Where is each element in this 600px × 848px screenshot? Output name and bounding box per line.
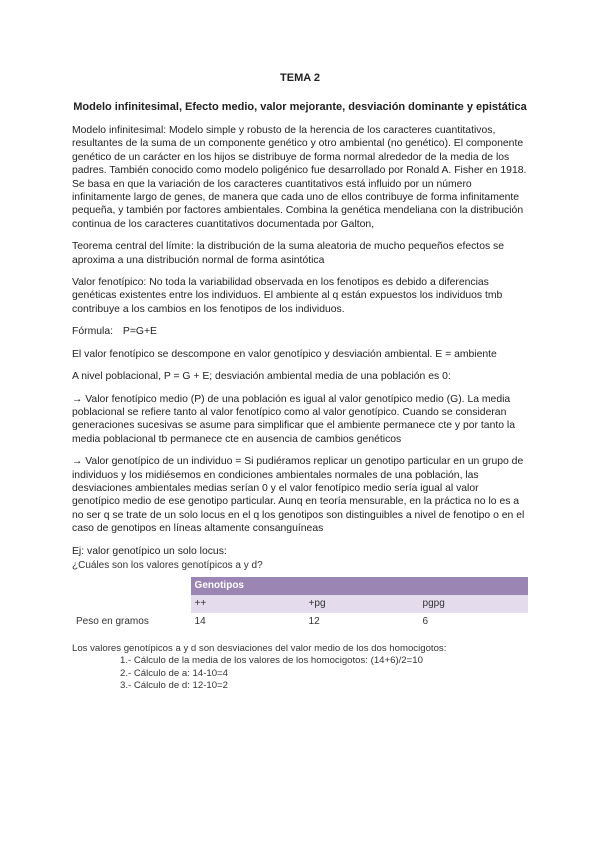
table-header-genotipos: Genotipos: [191, 577, 528, 595]
notes-steps: [72, 655, 528, 693]
paragraph-infinitesimal-model: Modelo infinitesimal: Modelo simple y robusto de la herencia de los caracteres cuantitativos, resultantes de la suma de un componente genético y otro ambiental (no genético). El componente genético de un carácter en los hijos se distribuye de forma normal alrededor de la media de los padres. También conocido como modelo poligénico fue desarrollado por Ronald A. Fisher en 1918. Se basa en que la variación de los caracteres cuantitativos está influido por un número infinitamente largo de genes, de manera que cada uno de ellos contribuye de forma infinitamente pequeña, y también por factores ambientales. Combina la genética mendeliana con la distribución continua de los caracteres cuantitativos documentada por Galton,: [72, 125, 527, 230]
document-subtitle: Modelo infinitesimal, Efecto medio, valor mejorante, desviación dominante y epistática: [73, 101, 527, 113]
table-corner-cell: [72, 577, 191, 595]
notes-step: 2.- Cálculo de a: 14-10=4: [120, 667, 228, 679]
paragraph-decomposition: El valor fenotípico se descompone en valor genotípico y desviación ambiental. E = ambiente: [72, 348, 497, 360]
formula-label: Fórmula:: [72, 326, 113, 338]
table-cell-empty: [72, 595, 191, 613]
paragraph-individual-genotypic: → Valor genotípico de un individuo = Si pudiéramos replicar un genotipo particular en un grupo de individuos y los midiésemos en condiciones ambientales normales de una población, las desviaciones ambientales medias serían 0 y el valor fenotípico medio sería igual al valor genotípico medio de ese genotipo particular. Aunq en teoría mensurable, en la práctica no lo es a no ser q se trate de un solo locus en el q los genotipos son distinguibles a nivel de fenotipo o en el caso de genotipos en líneas altamente consanguíneas: [72, 456, 525, 535]
table-cell-value: 6: [419, 613, 528, 631]
table-row-genotypes: [72, 595, 528, 613]
table-cell-genotype: +pg: [305, 595, 419, 613]
notes-step: 1.- Cálculo de la media de los valores de los homocigotos: (14+6)/2=10: [120, 655, 423, 667]
genotype-table: [72, 577, 528, 631]
paragraph-phenotypic-value: Valor fenotípico: No toda la variabilidad observada en los fenotipos es debido a diferencias genéticas existentes entre los individuos. El ambiente al q están expuestos los individuos tmb contribuye a los cambios en los fenotipos de los individuos.: [72, 277, 503, 315]
paragraph-example: Ej: valor genotípico un solo locus:: [72, 545, 227, 557]
notes-step: 3.- Cálculo de d: 12-10=2: [120, 680, 228, 692]
document-page: [72, 72, 528, 693]
document-title: TEMA 2: [280, 72, 320, 84]
table-row-label: Peso en gramos: [72, 613, 191, 631]
paragraph-mean-phenotypic: → Valor fenotípico medio (P) de una población es igual al valor genotípico medio (G). La media poblacional se refiere tanto al valor fenotípico como al valor genotípico. Cuando se consideran generaciones sucesivas se asume para simplificar que el ambiente permanece cte y por tanto la media poblacional tb permanece cte en ausencia de cambios genéticos: [72, 393, 515, 445]
formula-line: [72, 325, 528, 338]
paragraph-central-limit: Teorema central del límite: la distribución de la suma aleatoria de mucho pequeños efectos se aproxima a una distribución normal de forma asintótica: [72, 241, 505, 266]
table-cell-value: 12: [305, 613, 419, 631]
table-cell-genotype: ++: [191, 595, 305, 613]
formula-value: P=G+E: [122, 326, 157, 338]
table-row-weights: [72, 613, 528, 631]
notes-intro: Los valores genotípicos a y d son desviaciones del valor medio de los dos homocigotos:: [72, 642, 447, 654]
table-cell-value: 14: [191, 613, 305, 631]
table-cell-genotype: pgpg: [419, 595, 528, 613]
table-header-row: [72, 577, 528, 595]
paragraph-population-level: A nivel poblacional, P = G + E; desviación ambiental media de una población es 0:: [72, 371, 451, 383]
question-text: ¿Cuáles son los valores genotípicos a y d?: [72, 559, 263, 571]
notes-block: [72, 643, 528, 693]
